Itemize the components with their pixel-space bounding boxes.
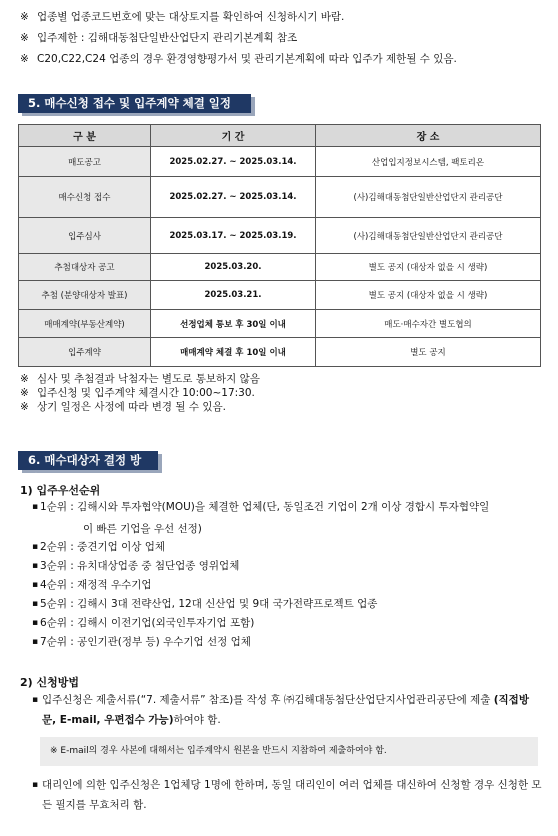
cell-place: (사)김해대동첨단일반산업단지 관리공단	[316, 218, 541, 254]
cell-place: (사)김해대동첨단일반산업단지 관리공단	[316, 177, 541, 218]
cell-category: 추첨 (분양대상자 발표)	[19, 281, 151, 310]
priority-item-5: ▪ 5순위 : 김해시 3대 전략산업, 12대 신산업 및 9대 국가전략프로젝트 업종	[32, 595, 377, 614]
top-note-3: ※ C20,C22,C24 업종의 경우 환경영향평가서 및 관리기본계획에 따라 입주가 제한될 수 있음.	[20, 53, 457, 65]
priority-item-2: ▪ 2순위 : 중견기업 이상 업체	[32, 538, 165, 557]
header-period: 기 간	[151, 125, 316, 147]
priority-item-1-continued: 이 빠른 기업을 우선 선정)	[83, 523, 202, 535]
priority-item-7: ▪ 7순위 : 공인기관(정부 등) 우수기업 선정 업체	[32, 633, 251, 652]
method-paragraph-1: ▪ 입주신청은 제출서류(“7. 제출서류” 참조)를 작성 후 ㈜김해대동첨단산업단지사업관리공단에 제출 (직접방문, E-mail, 우편접수 가능)하여야 함.	[32, 690, 542, 730]
schedule-table	[18, 124, 541, 367]
cell-place: 별도 공지	[316, 338, 541, 367]
schedule-note-3: ※ 상기 일정은 사정에 따라 변경 될 수 있음.	[20, 401, 226, 413]
cell-category: 입주심사	[19, 218, 151, 254]
note-mark: ※	[20, 32, 29, 44]
top-note-2: ※ 입주제한 : 김해대동첨단일반산업단지 관리기본계획 참조	[20, 32, 298, 44]
cell-place: 매도·매수자간 별도협의	[316, 310, 541, 338]
cell-period: 2025.03.17. ~ 2025.03.19.	[151, 218, 316, 254]
note-mark: ※	[20, 53, 29, 65]
section-5-title: 5. 매수신청 접수 및 입주계약 체결 일정	[18, 94, 251, 113]
bullet-icon: ▪	[32, 542, 39, 552]
bullet-icon: ▪	[32, 599, 39, 609]
top-note-1: ※ 업종별 업종코드번호에 맞는 대상토지를 확인하여 신청하시기 바람.	[20, 11, 345, 23]
cell-place: 별도 공지 (대상자 없을 시 생략)	[316, 281, 541, 310]
cell-period: 2025.03.21.	[151, 281, 316, 310]
cell-period: 매매계약 체결 후 10일 이내	[151, 338, 316, 367]
priority-item-3: ▪ 3순위 : 유치대상업종 중 첨단업종 영위업체	[32, 557, 239, 576]
cell-place: 별도 공지 (대상자 없을 시 생략)	[316, 254, 541, 281]
cell-place: 산업입지정보시스템, 팩토리온	[316, 147, 541, 177]
submission-methods: (직접방문, E-mail, 우편접수 가능)	[42, 694, 529, 726]
cell-period: 2025.03.20.	[151, 254, 316, 281]
cell-category: 매매계약(부동산계약)	[19, 310, 151, 338]
method-heading: 2) 신청방법	[20, 676, 80, 689]
cell-category: 입주계약	[19, 338, 151, 367]
bullet-icon: ▪	[32, 561, 39, 571]
bullet-icon: ▪	[32, 618, 39, 628]
cell-category: 매수신청 접수	[19, 177, 151, 218]
cell-category: 매도공고	[19, 147, 151, 177]
schedule-note-1: ※ 심사 및 추첨결과 낙첨자는 별도로 통보하지 않음	[20, 373, 260, 385]
header-place: 장 소	[316, 125, 541, 147]
schedule-note-2: ※ 입주신청 및 입주계약 체결시간 10:00~17:30.	[20, 387, 255, 399]
note-mark: ※	[20, 11, 29, 23]
priority-item-1: ▪ 1순위 : 김해시와 투자협약(MOU)을 체결한 업체(단, 동일조건 기업이 2개 이상 경합시 투자협약일	[32, 498, 489, 517]
priority-heading: 1) 입주우선순위	[20, 484, 101, 497]
section-6-title: 6. 매수대상자 결정 방법	[18, 451, 158, 470]
cell-category: 추첨대상자 공고	[19, 254, 151, 281]
table-row	[19, 218, 541, 254]
header-category: 구 분	[19, 125, 151, 147]
bullet-icon: ▪	[32, 780, 39, 790]
table-row	[19, 281, 541, 310]
bullet-icon: ▪	[32, 637, 39, 647]
priority-item-6: ▪ 6순위 : 김해시 이전기업(외국인투자기업 포함)	[32, 614, 254, 633]
cell-period: 2025.02.27. ~ 2025.03.14.	[151, 147, 316, 177]
bullet-icon: ▪	[32, 502, 39, 512]
table-row	[19, 338, 541, 367]
table-row	[19, 254, 541, 281]
note-mark: ※	[20, 387, 29, 399]
bullet-icon: ▪	[32, 580, 39, 590]
table-row	[19, 310, 541, 338]
table-header-row	[19, 125, 541, 147]
table-row	[19, 177, 541, 218]
cell-period: 2025.02.27. ~ 2025.03.14.	[151, 177, 316, 218]
cell-period: 선정업체 통보 후 30일 이내	[151, 310, 316, 338]
method-paragraph-2: ▪ 대리인에 의한 입주신청은 1업체당 1명에 한하며, 동일 대리인이 여러 업체를 대신하여 신청할 경우 신청한 모든 필지를 무효처리 함.	[32, 775, 542, 815]
note-mark: ※	[20, 401, 29, 413]
bullet-icon: ▪	[32, 695, 39, 705]
table-row	[19, 147, 541, 177]
priority-item-4: ▪ 4순위 : 재정적 우수기업	[32, 576, 152, 595]
email-note-box: ※ E-mail의 경우 사본에 대해서는 입주계약시 원본을 반드시 지참하여 제출하여야 함.	[40, 737, 538, 766]
note-mark: ※	[20, 373, 29, 385]
